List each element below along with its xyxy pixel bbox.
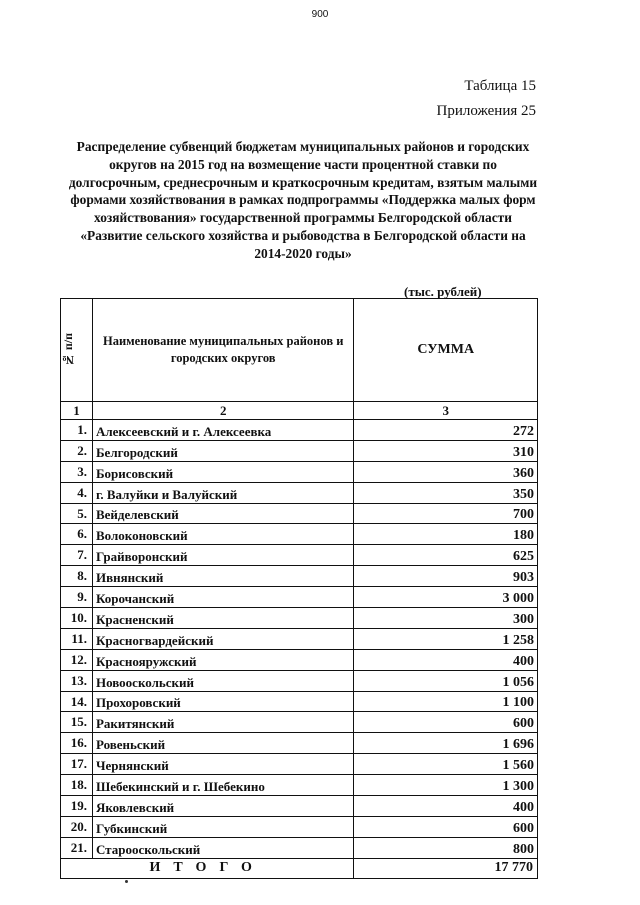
row-name: Старооскольский (92, 837, 353, 858)
row-name: Чернянский (92, 754, 353, 775)
units-label: (тыс. рублей) (404, 284, 482, 299)
row-number: 17. (61, 754, 93, 775)
row-sum: 1 100 (354, 691, 538, 712)
row-name: Губкинский (92, 816, 353, 837)
subsidy-table (60, 298, 538, 879)
column-number: 2 (92, 402, 353, 420)
row-sum: 903 (354, 566, 538, 587)
table-row (61, 670, 538, 691)
row-name: Новооскольский (92, 670, 353, 691)
row-name: Шебекинский и г. Шебекино (92, 775, 353, 796)
row-name: Борисовский (92, 461, 353, 482)
row-name: Ровеньский (92, 733, 353, 754)
header-name: Наименование муниципальных районов и городских округов (92, 299, 353, 402)
scan-dot (125, 880, 128, 883)
table-row (61, 775, 538, 796)
row-number: 18. (61, 775, 93, 796)
row-number: 5. (61, 503, 93, 524)
table-row (61, 649, 538, 670)
total-row (61, 858, 538, 878)
row-number: 1. (61, 420, 93, 441)
row-number: 10. (61, 608, 93, 629)
row-sum: 625 (354, 545, 538, 566)
row-sum: 800 (354, 837, 538, 858)
row-sum: 272 (354, 420, 538, 441)
row-name: Краснояружский (92, 649, 353, 670)
row-number: 11. (61, 628, 93, 649)
column-number: 1 (61, 402, 93, 420)
row-number: 3. (61, 461, 93, 482)
row-number: 9. (61, 587, 93, 608)
row-name: г. Валуйки и Валуйский (92, 482, 353, 503)
row-number: 16. (61, 733, 93, 754)
row-name: Вейделевский (92, 503, 353, 524)
table-row (61, 691, 538, 712)
row-name: Ракитянский (92, 712, 353, 733)
table-row (61, 420, 538, 441)
row-number: 6. (61, 524, 93, 545)
row-sum: 400 (354, 796, 538, 817)
row-name: Яковлевский (92, 796, 353, 817)
table-row (61, 545, 538, 566)
row-name: Ивнянский (92, 566, 353, 587)
header-num-cell (61, 299, 93, 402)
page-number: 900 (311, 9, 329, 20)
row-number: 14. (61, 691, 93, 712)
column-number: 3 (354, 402, 538, 420)
row-number: 12. (61, 649, 93, 670)
row-name: Красненский (92, 608, 353, 629)
table-row (61, 712, 538, 733)
row-sum: 310 (354, 440, 538, 461)
row-sum: 300 (354, 608, 538, 629)
row-name: Алексеевский и г. Алексеевка (92, 420, 353, 441)
table-row (61, 587, 538, 608)
table-row (61, 461, 538, 482)
row-sum: 600 (354, 712, 538, 733)
row-number: 2. (61, 440, 93, 461)
row-name: Волоконовский (92, 524, 353, 545)
row-sum: 600 (354, 816, 538, 837)
row-sum: 360 (354, 461, 538, 482)
row-name: Корочанский (92, 587, 353, 608)
table-row (61, 796, 538, 817)
row-sum: 1 056 (354, 670, 538, 691)
table-row (61, 440, 538, 461)
row-sum: 3 000 (354, 587, 538, 608)
row-sum: 700 (354, 503, 538, 524)
row-sum: 1 300 (354, 775, 538, 796)
row-number: 8. (61, 566, 93, 587)
row-number: 7. (61, 545, 93, 566)
row-number: 4. (61, 482, 93, 503)
row-number: 13. (61, 670, 93, 691)
table-row (61, 524, 538, 545)
row-number: 19. (61, 796, 93, 817)
row-sum: 350 (354, 482, 538, 503)
total-sum: 17 770 (354, 858, 538, 878)
column-number-row (61, 402, 538, 420)
row-name: Грайворонский (92, 545, 353, 566)
row-number: 15. (61, 712, 93, 733)
row-sum: 1 258 (354, 628, 538, 649)
table-row (61, 816, 538, 837)
row-sum: 1 560 (354, 754, 538, 775)
total-label: ИТОГО (61, 858, 354, 878)
table-row (61, 566, 538, 587)
table-number: Таблица 15 (464, 78, 536, 94)
row-number: 20. (61, 816, 93, 837)
table-row (61, 754, 538, 775)
document-title: Распределение субвенций бюджетам муниципальных районов и городских округов на 2015 год на возмещение части процентной ставки по долгосрочным, среднесрочным и краткосрочным кредитам, взятым малыми формами хозяйствования в рамках подпрограммы «Поддержка малых форм хозяйствования» государственной программы Белгородской области «Развитие сельского хозяйства и рыбоводства в Белгородской области на 2014-2020 годы» (68, 139, 538, 261)
table-row (61, 608, 538, 629)
header-sum: СУММА (354, 299, 538, 402)
row-name: Красногвардейский (92, 628, 353, 649)
row-sum: 400 (354, 649, 538, 670)
table-row (61, 733, 538, 754)
appendix-label: Приложения 25 (436, 103, 536, 119)
header-num: № п/п (61, 332, 75, 368)
row-sum: 1 696 (354, 733, 538, 754)
table-row (61, 628, 538, 649)
row-name: Белгородский (92, 440, 353, 461)
row-sum: 180 (354, 524, 538, 545)
table-row (61, 503, 538, 524)
table-row (61, 837, 538, 858)
row-name: Прохоровский (92, 691, 353, 712)
table-header-row (61, 299, 538, 402)
row-number: 21. (61, 837, 93, 858)
table-row (61, 482, 538, 503)
